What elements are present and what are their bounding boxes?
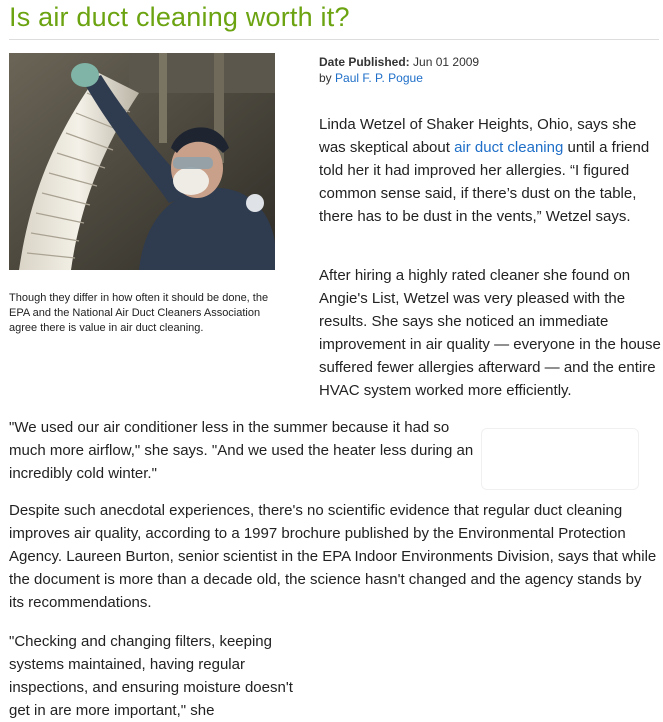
date-value: Jun 01 2009: [413, 55, 480, 69]
paragraph-1-start: Linda Wetzel of Shaker Heights, Ohio, says she was skeptical about: [319, 116, 637, 156]
air-duct-cleaning-link[interactable]: air duct cleaning: [454, 139, 564, 156]
date-label: Date Published:: [319, 55, 410, 69]
author-link[interactable]: Paul F. P. Pogue: [335, 71, 423, 85]
byline: [319, 70, 479, 86]
paragraph-3: "We used our air conditioner less in the summer because it had so much more airflow," she says. "And we used the heater less during an incredibly cold winter.": [9, 419, 474, 482]
title-divider: [9, 39, 659, 40]
worker-cleaning-duct-photo: [9, 53, 275, 270]
paragraph-2: After hiring a highly rated cleaner she found on Angie's List, Wetzel was very pleased with the results. She says she noticed an immediate improvement in air quality — everyone in the house suffered fewer allergies afterward — and the entire HVAC system worked more efficiently.: [319, 267, 661, 399]
paragraph-1: [319, 113, 661, 228]
paragraph-5: "Checking and changing filters, keeping systems maintained, having regular inspections, and ensuring moisture doesn't get in are more important," she: [9, 633, 293, 719]
paragraph-1-end: until a friend told her it had improved her allergies. “I figured common sense said, if there’s dust on the table, there has to be dust in the vents,” Wetzel says.: [319, 139, 650, 225]
paragraph-4: Despite such anecdotal experiences, there's no scientific evidence that regular duct cleaning improves air quality, according to a 1997 brochure published by the Environmental Protection Agency. Laureen Burton, senior scientist in the EPA Indoor Environments Division, says that while the document is more than a decade old, the science hasn't changed and the agency stands by its recommendations.: [9, 502, 657, 611]
article-meta: [319, 54, 479, 86]
publish-date: [319, 54, 479, 70]
photo-caption: Though they differ in how often it should be done, the EPA and the National Air Duct Cleaners Association agree there is value in air duct cleaning.: [9, 292, 269, 334]
by-label: by: [319, 71, 332, 85]
article-photo: [9, 53, 275, 270]
article-title: Is air duct cleaning worth it?: [9, 2, 350, 32]
ad-placeholder: [481, 428, 639, 490]
